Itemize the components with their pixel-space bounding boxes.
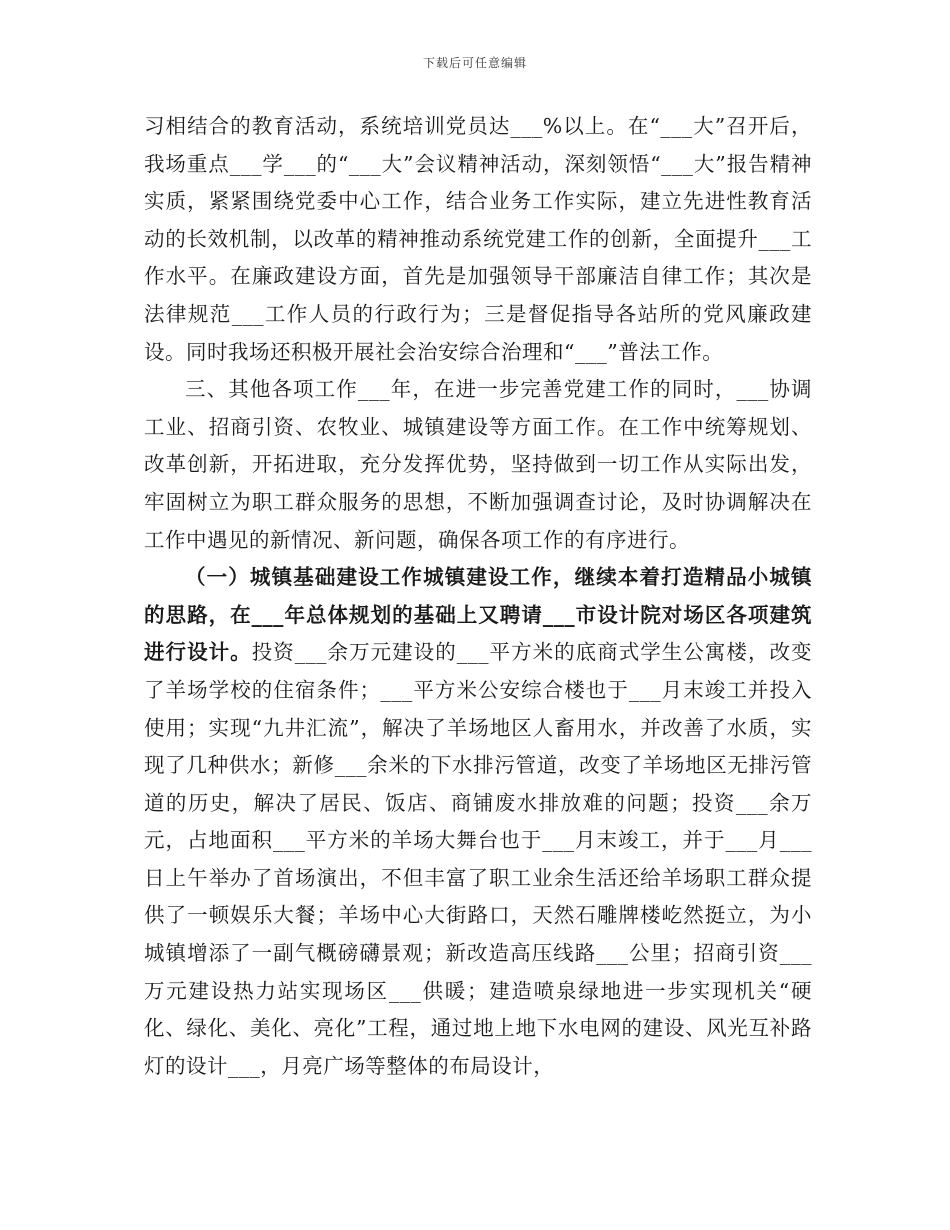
document-body: [144, 108, 812, 1085]
paragraph-town-construction-heading: （一）城镇基础建设工作城镇建设工作，继续本着打造精品小城镇的思路，在___年总体规划的基础上又聘请___市设计院对场区各项建筑进行设计。: [144, 565, 812, 665]
paragraph-town-construction: [144, 559, 812, 1085]
page-header: 下载后可任意编辑: [422, 56, 527, 70]
paragraph-party-education: 习相结合的教育活动，系统培训党员达___%以上。在“___大”召开后，我场重点___学___的“___大”会议精神活动，深刻领悟“___大”报告精神实质，紧紧围绕党委中心工作，结合业务工作实际，建立先进性教育活动的长效机制，以改革的精神推动系统党建工作的创新，全面提升___工作水平。在廉政建设方面，首先是加强领导干部廉洁自律工作；其次是法律规范___工作人员的行政行为；三是督促指导各站所的党风廉政建设。同时我场还积极开展社会治安综合治理和“___”普法工作。: [144, 114, 812, 364]
paragraph-town-construction-text: 投资___余万元建设的___平方米的底商式学生公寓楼，改变了羊场学校的住宿条件；___平方米公安综合楼也于___月末竣工并投入使用；实现“九井汇流”，解决了羊场地区人畜用水，并改善了水质，实现了几种供水；新修___余米的下水排污管道，改变了羊场地区无排污管道的历史，解决了居民、饭店、商铺废水排放难的问题；投资___余万元，占地面积___平方米的羊场大舞台也于___月末竣工，并于___月___日上午举办了首场演出，不但丰富了职工业余生活还给羊场职工群众提供了一顿娱乐大餐；羊场中心大街路口，天然石雕牌楼屹然挺立，为小城镇增添了一副气概磅礴景观；新改造高压线路___公里；招商引资___万元建设热力站实现场区___供暖；建造喷泉绿地进一步实现机关“硬化、绿化、美化、亮化”工程，通过地上地下水电网的建设、风光互补路灯的设计___，月亮广场等整体的布局设计，: [144, 640, 813, 1078]
paragraph-other-work: 三、其他各项工作___年，在进一步完善党建工作的同时，___协调工业、招商引资、农牧业、城镇建设等方面工作。在工作中统筹规划、改革创新，开拓进取，充分发挥优势，坚持做到一切工作从实际出发，牢固树立为职工群众服务的思想，不断加强调查讨论，及时协调解决在工作中遇见的新情况、新问题，确保各项工作的有序进行。: [144, 377, 812, 552]
